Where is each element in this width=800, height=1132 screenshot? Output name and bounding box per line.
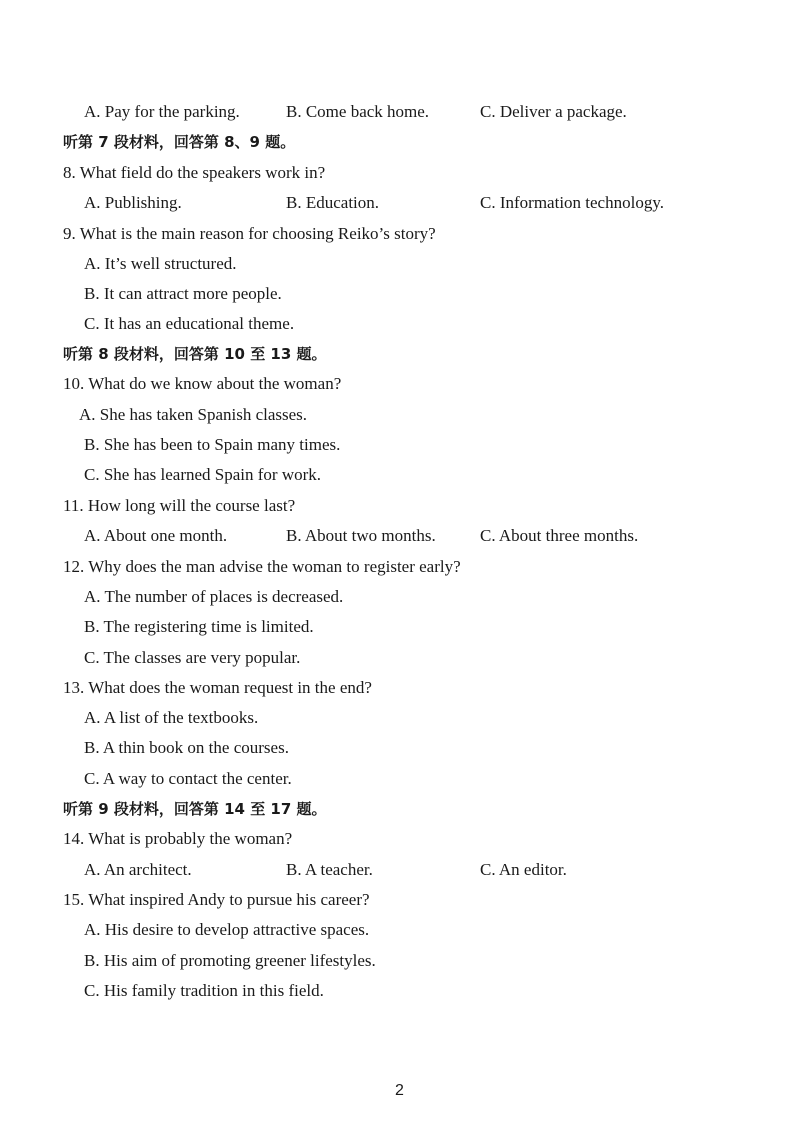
q14-stem: 14. What is probably the woman? — [63, 829, 293, 848]
q12-option-a: A. The number of places is decreased. — [84, 587, 344, 606]
q10-option-b: B. She has been to Spain many times. — [84, 435, 341, 454]
q13-option-b: B. A thin book on the courses. — [84, 738, 289, 757]
q7-option-c: C. Deliver a package. — [480, 102, 627, 121]
q15-stem: 15. What inspired Andy to pursue his career? — [63, 890, 370, 909]
q11-option-a: A. About one month. — [84, 526, 228, 545]
q10-option-a: A. She has taken Spanish classes. — [79, 405, 308, 424]
section-heading-9: 听第 9 段材料，回答第 14 至 17 题。 — [63, 800, 327, 818]
q15-option-c: C. His family tradition in this field. — [84, 981, 324, 1000]
q11-option-c: C. About three months. — [480, 526, 639, 545]
q10-option-c: C. She has learned Spain for work. — [84, 465, 322, 484]
q14-option-c: C. An editor. — [480, 860, 567, 879]
section-heading-8: 听第 8 段材料，回答第 10 至 13 题。 — [63, 345, 327, 363]
q11-stem: 11. How long will the course last? — [63, 496, 296, 515]
q13-option-c: C. A way to contact the center. — [84, 769, 292, 788]
section-heading-7: 听第 7 段材料，回答第 8、9 题。 — [63, 133, 296, 151]
q12-option-b: B. The registering time is limited. — [84, 617, 314, 636]
q8-option-a: A. Publishing. — [84, 193, 182, 212]
q15-option-b: B. His aim of promoting greener lifestyles. — [84, 951, 376, 970]
q13-option-a: A. A list of the textbooks. — [84, 708, 259, 727]
q8-option-c: C. Information technology. — [480, 193, 664, 212]
q14-option-a: A. An architect. — [84, 860, 192, 879]
q9-stem: 9. What is the main reason for choosing Reiko’s story? — [63, 224, 436, 243]
q10-stem: 10. What do we know about the woman? — [63, 374, 342, 393]
q15-option-a: A. His desire to develop attractive spaces. — [84, 920, 370, 939]
q7-option-b: B. Come back home. — [286, 102, 430, 121]
q13-stem: 13. What does the woman request in the end? — [63, 678, 372, 697]
q9-option-c: C. It has an educational theme. — [84, 314, 295, 333]
q8-option-b: B. Education. — [286, 193, 380, 212]
q8-stem: 8. What field do the speakers work in? — [63, 163, 326, 182]
q9-option-a: A. It’s well structured. — [84, 254, 237, 273]
q9-option-b: B. It can attract more people. — [84, 284, 282, 303]
q14-option-b: B. A teacher. — [286, 860, 373, 879]
q12-option-c: C. The classes are very popular. — [84, 648, 301, 667]
q7-option-a: A. Pay for the parking. — [84, 102, 240, 121]
q12-stem: 12. Why does the man advise the woman to register early? — [63, 557, 461, 576]
q11-option-b: B. About two months. — [286, 526, 436, 545]
page-number: 2 — [395, 1082, 404, 1099]
